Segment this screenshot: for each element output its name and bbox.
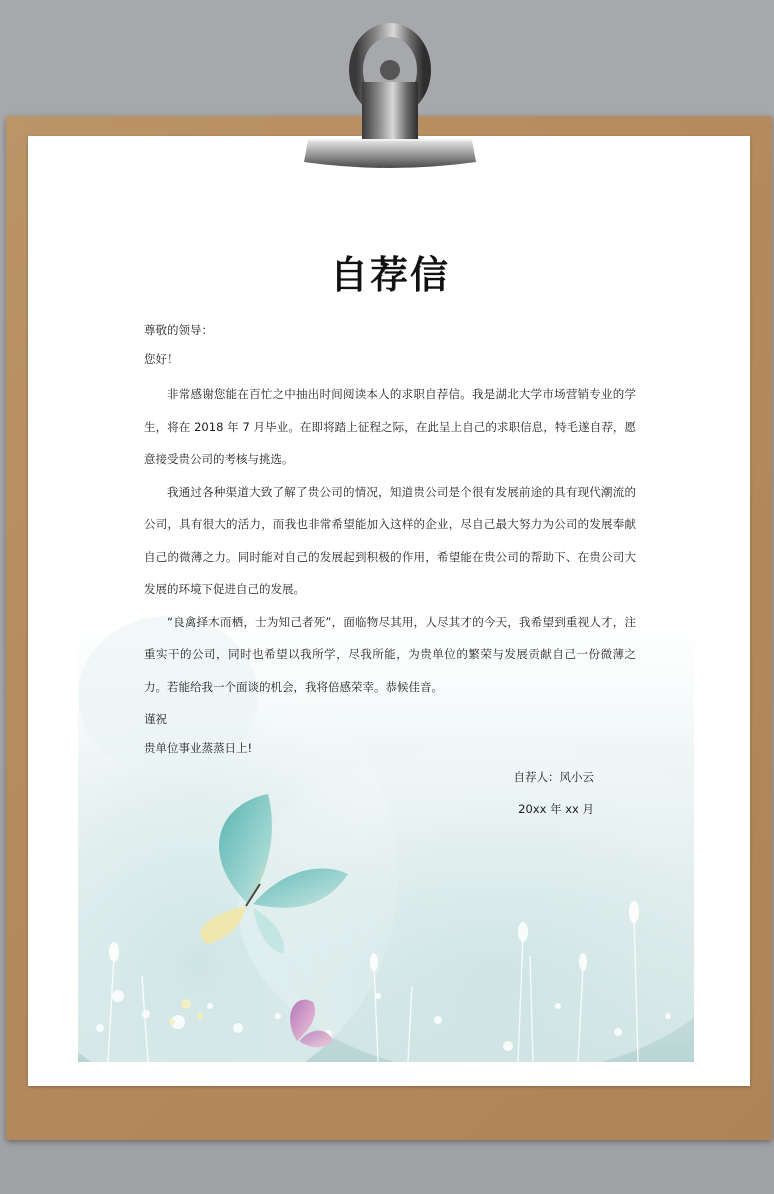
letter-signature: 自荐人：风小云 [513, 770, 594, 784]
letter-paragraph: 非常感谢您能在百忙之中抽出时间阅读本人的求职自荐信。我是湖北大学市场营销专业的学生，将在 2018 年 7 月毕业。在即将踏上征程之际，在此呈上自己的求职信息，特毛遂自荐，愿意接受贵公司的考核与挑选。 [144, 387, 636, 466]
letter-salutation: 尊敬的领导： [144, 323, 213, 337]
letter-closing-wish: 贵单位事业蒸蒸日上! [144, 741, 253, 755]
letter-date: 20xx 年 xx 月 [518, 802, 594, 816]
letter-closing: 谨祝 [144, 712, 167, 726]
letter-greeting: 您好！ [144, 352, 179, 366]
binder-clip-icon [300, 22, 480, 182]
letter-body [144, 250, 636, 819]
letter-title: 自荐信 [329, 253, 450, 297]
letter-paragraph: “良禽择木而栖，士为知己者死”，面临物尽其用，人尽其才的今天，我希望到重视人才，注重实干的公司，同时也希望以我所学，尽我所能，为贵单位的繁荣与发展贡献自己一份微薄之力。若能给我一个面谈的机会，我将倍感荣幸。恭候佳音。 [144, 614, 636, 694]
letter-paragraph: 我通过各种渠道大致了解了贵公司的情况，知道贵公司是个很有发展前途的具有现代潮流的公司，具有很大的活力，而我也非常希望能加入这样的企业，尽自己最大努力为公司的发展奉献自己的微薄之力。同时能对自己的发展起到积极的作用，希望能在贵公司的帮助下、在贵公司大发展的环境下促进自己的发展。 [144, 484, 636, 596]
